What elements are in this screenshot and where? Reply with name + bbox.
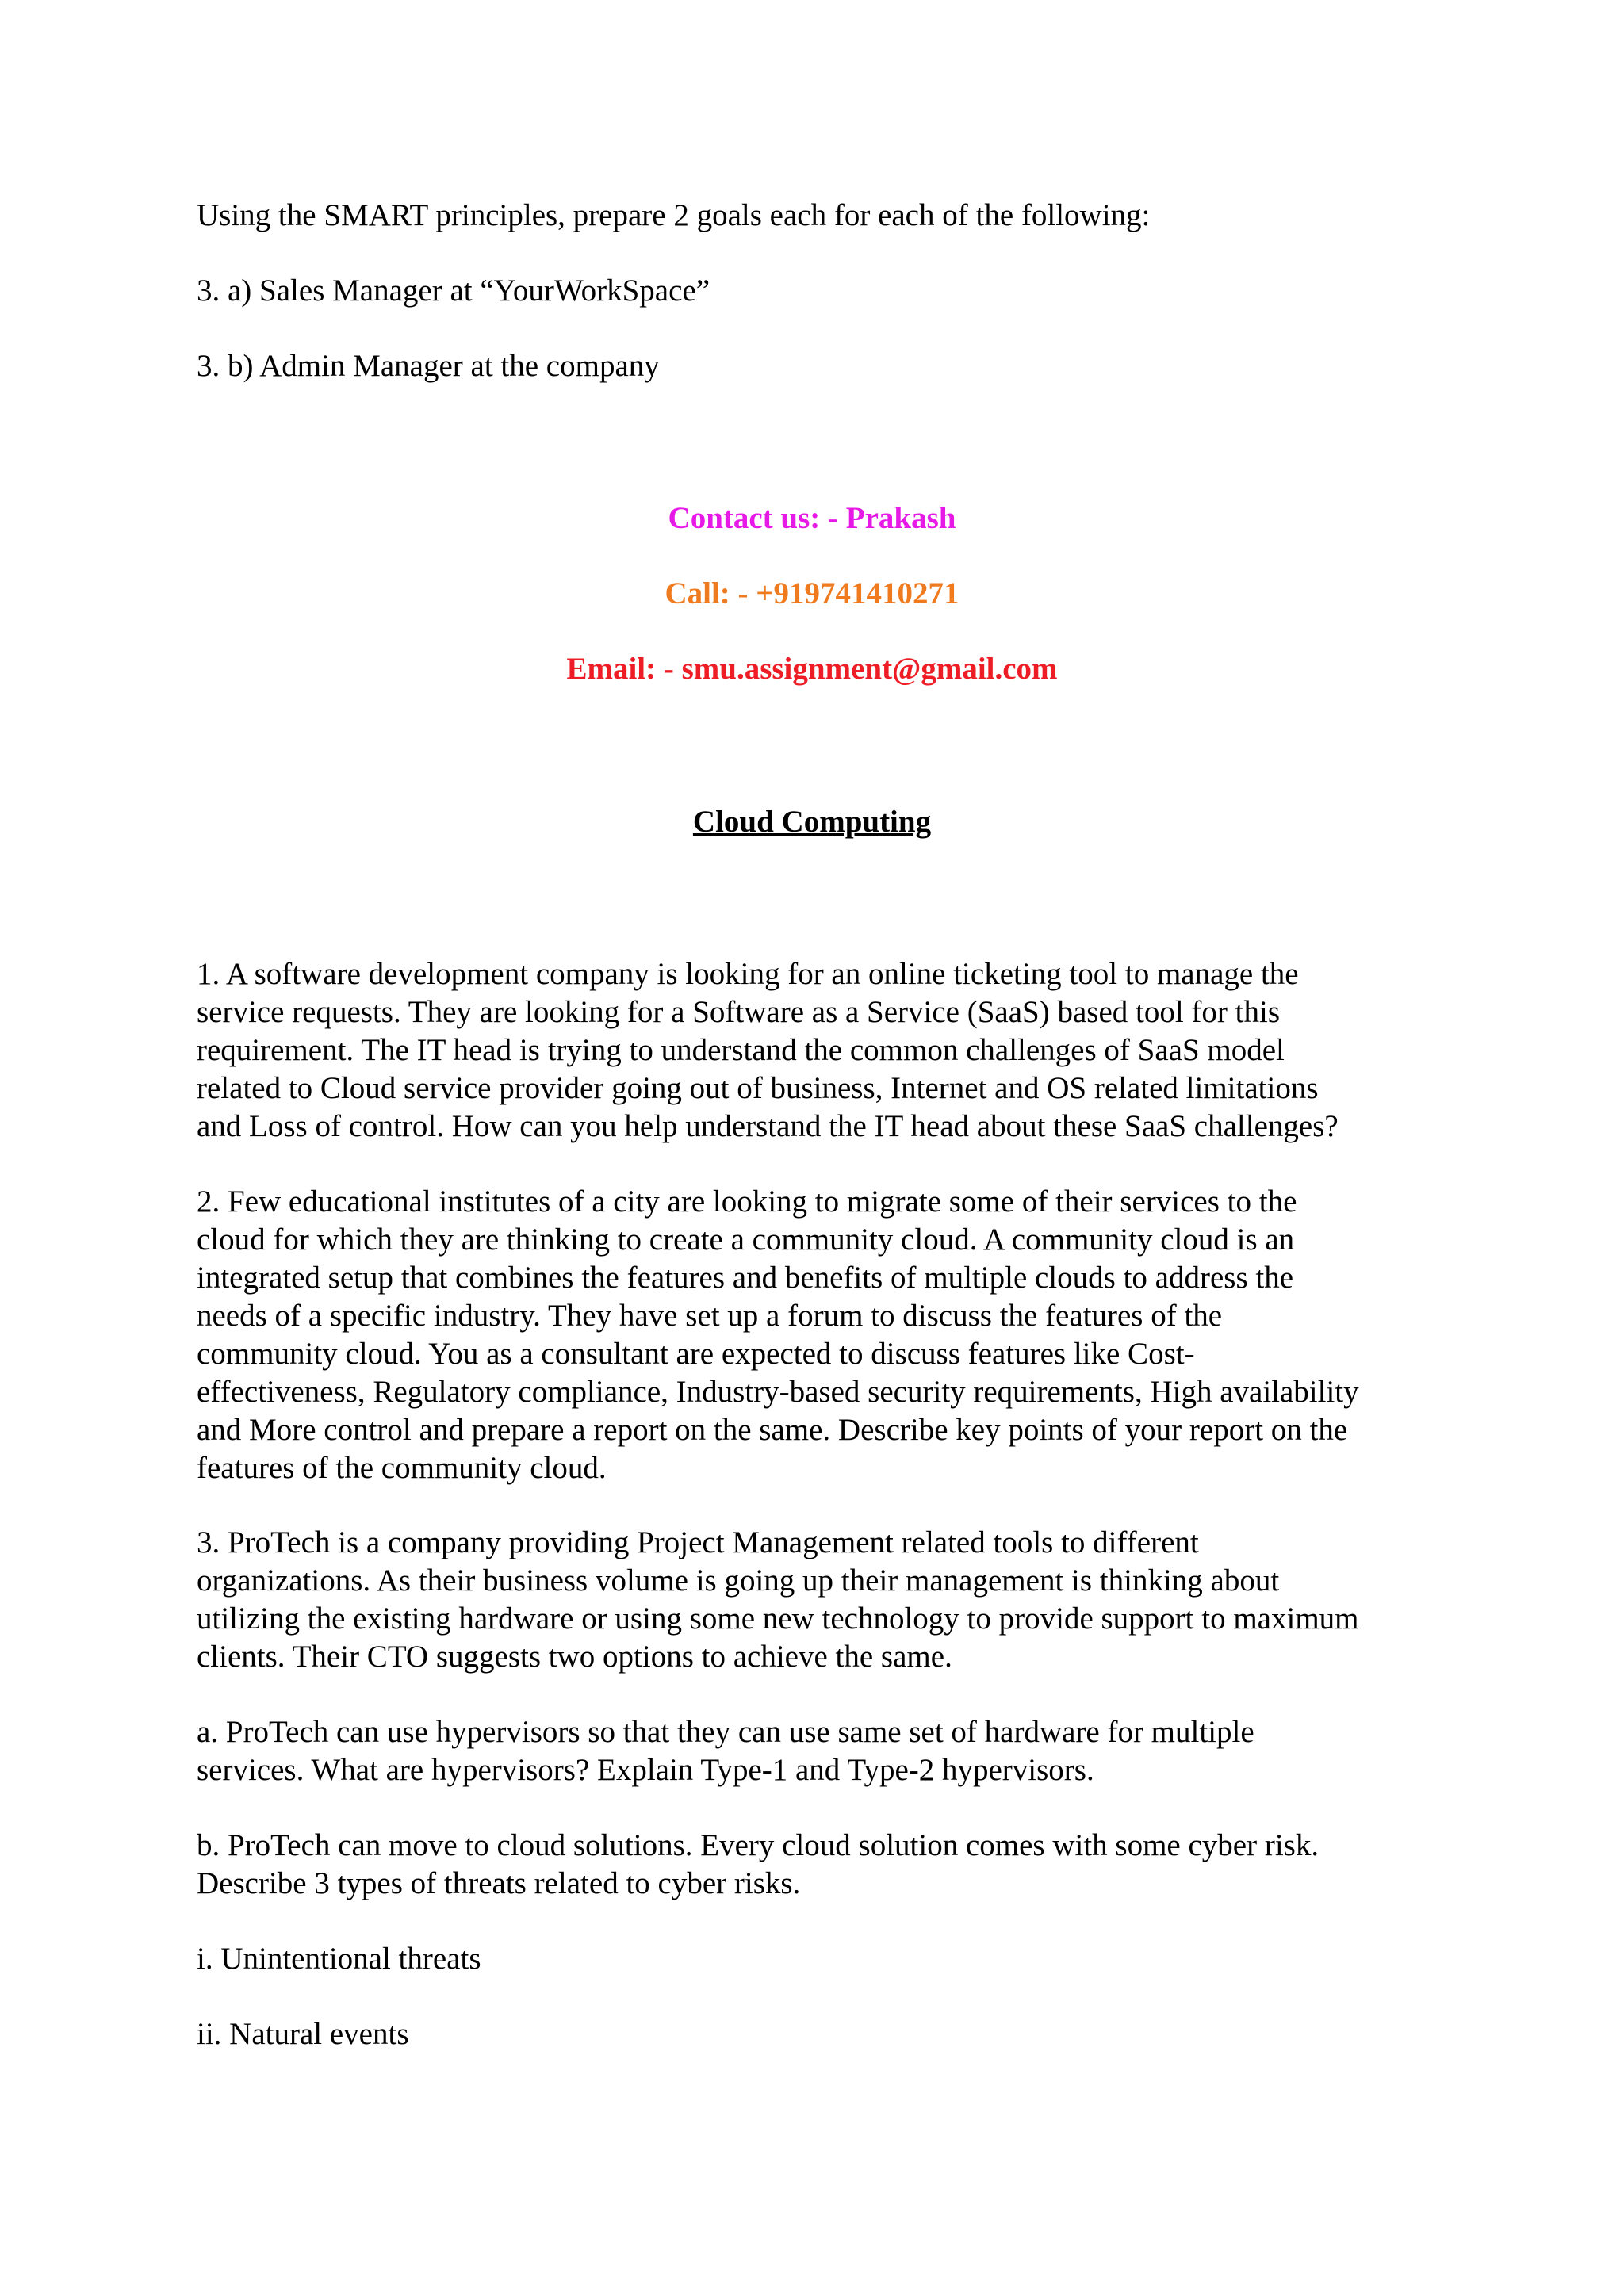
question-line: 2. Few educational institutes of a city are looking to migrate some of their services to the — [197, 1184, 1297, 1219]
contact-email: Email: - smu.assignment@gmail.com — [566, 652, 1058, 686]
question-line: related to Cloud service provider going out of business, Internet and OS related limitations — [197, 1071, 1319, 1105]
question-line: integrated setup that combines the features and benefits of multiple clouds to address the — [197, 1261, 1294, 1295]
section-title — [0, 803, 1624, 841]
question-line: community cloud. You as a consultant are expected to discuss features like Cost- — [197, 1337, 1195, 1371]
question-line: b. ProTech can move to cloud solutions. Every cloud solution comes with some cyber risk. — [197, 1828, 1320, 1862]
threat-item-natural — [197, 2015, 1450, 2053]
contact-name: Contact us: - Prakash — [668, 501, 956, 535]
question-line: and Loss of control. How can you help understand the IT head about these SaaS challenges? — [197, 1109, 1339, 1143]
question-line: cloud for which they are thinking to create a community cloud. A community cloud is an — [197, 1223, 1295, 1257]
question-2 — [197, 1183, 1450, 1487]
question-line: organizations. As their business volume is going up their management is thinking about — [197, 1563, 1280, 1598]
question-line: service requests. They are looking for a Software as a Service (SaaS) based tool for this — [197, 995, 1281, 1029]
question-line: clients. Their CTO suggests two options to achieve the same. — [197, 1640, 952, 1674]
question-line: effectiveness, Regulatory compliance, Industry-based security requirements, High availability — [197, 1375, 1359, 1409]
question-line: features of the community cloud. — [197, 1451, 607, 1485]
threat-item-unintentional — [197, 1940, 1450, 1978]
question-line: and More control and prepare a report on the same. Describe key points of your report on the — [197, 1413, 1348, 1447]
question-line: ii. Natural events — [197, 2017, 409, 2051]
smart-goals-prompt: Using the SMART principles, prepare 2 goals each for each of the following: — [197, 198, 1151, 232]
question-line: needs of a specific industry. They have set up a forum to discuss the features of the — [197, 1299, 1223, 1333]
section-title-text: Cloud Computing — [692, 805, 932, 839]
question-line: Describe 3 types of threats related to cyber risks. — [197, 1866, 801, 1900]
question-1 — [197, 955, 1450, 1146]
question-3b — [197, 1827, 1450, 1903]
question-line: i. Unintentional threats — [197, 1942, 481, 1976]
goal-item-sales-manager: 3. a) Sales Manager at “YourWorkSpace” — [197, 274, 710, 308]
question-3a — [197, 1713, 1450, 1789]
question-line: 1. A software development company is looking for an online ticketing tool to manage the — [197, 957, 1299, 991]
question-line: requirement. The IT head is trying to understand the common challenges of SaaS model — [197, 1033, 1285, 1067]
question-line: a. ProTech can use hypervisors so that they can use same set of hardware for multiple — [197, 1715, 1254, 1749]
question-line: utilizing the existing hardware or using some new technology to provide support to maximum — [197, 1601, 1359, 1636]
question-line: services. What are hypervisors? Explain Type-1 and Type-2 hypervisors. — [197, 1753, 1094, 1787]
goal-item-admin-manager: 3. b) Admin Manager at the company — [197, 349, 660, 383]
question-3 — [197, 1524, 1450, 1676]
contact-phone: Call: - +919741410271 — [665, 576, 959, 610]
question-line: 3. ProTech is a company providing Project Management related tools to different — [197, 1525, 1199, 1559]
